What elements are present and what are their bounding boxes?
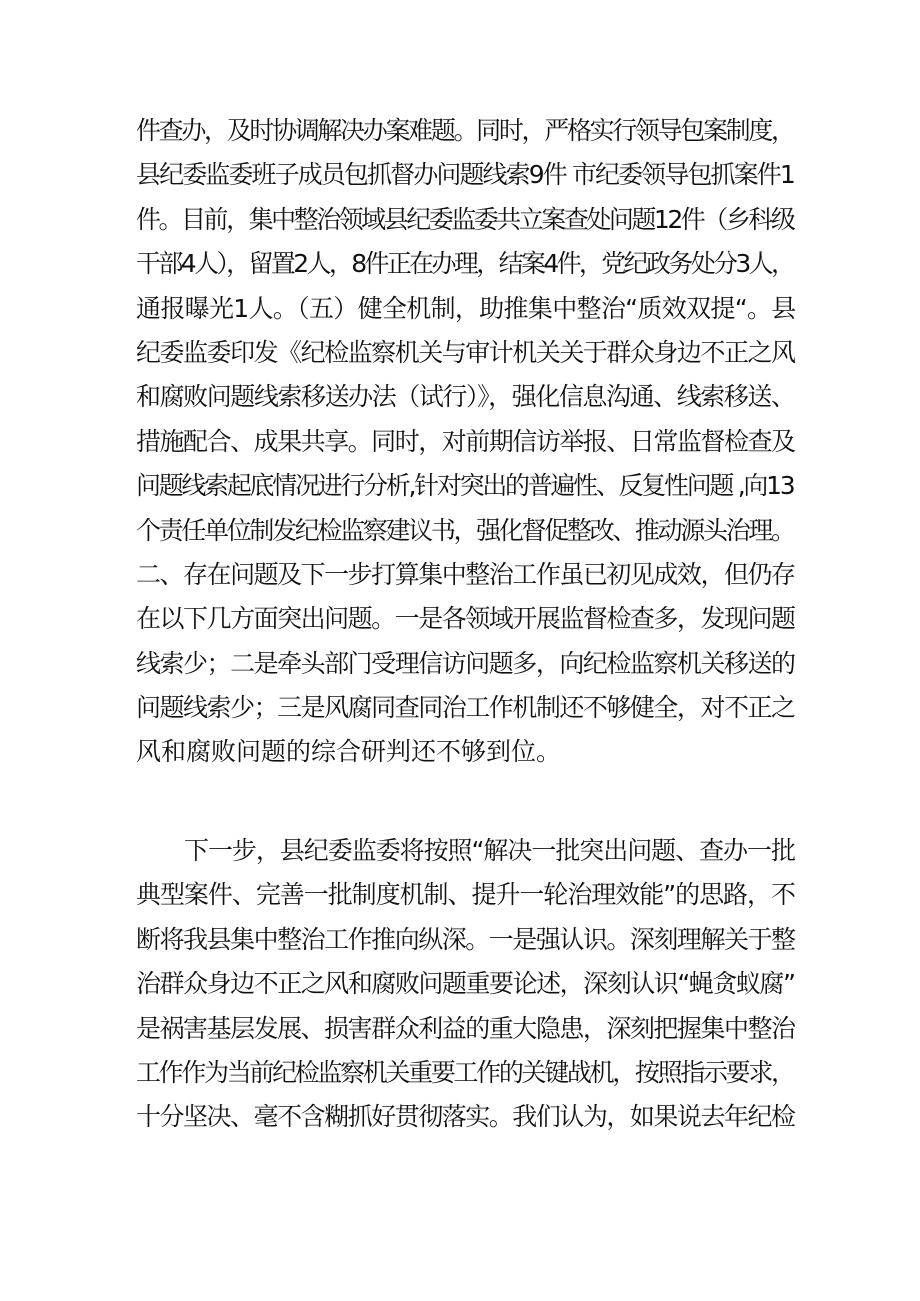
paragraph-line: 工作作为当前纪检监察机关重要工作的关键战机，按照指示要求， bbox=[136, 1057, 794, 1087]
paragraph-2 bbox=[136, 829, 796, 1140]
paragraph-line: 断将我县集中整治工作推向纵深。一是强认识。深刻理解关于整 bbox=[136, 924, 795, 954]
paragraph-line: 问题线索少；三是风腐同查同治工作机制还不够健全，对不正之 bbox=[136, 693, 795, 723]
paragraph-line: 个责任单位制发纪检监察建议书，强化督促整改、推动源头治理。 bbox=[136, 515, 794, 545]
paragraph-line: 十分坚决、毫不含糊抓好贯彻落实。我们认为，如果说去年纪检 bbox=[136, 1102, 795, 1132]
paragraph-line: 二、存在问题及下一步打算集中整治工作虽已初见成效，但仍存 bbox=[136, 559, 795, 589]
paragraph-line: 是祸害基层发展、损害群众利益的重大隐患，深刻把握集中整治 bbox=[136, 1013, 795, 1043]
paragraph-line: 线索少；二是牵头部门受理信访问题多，向纪检监察机关移送的 bbox=[136, 648, 795, 678]
paragraph-line: 措施配合、成果共享。同时，对前期信访举报、日常监督检查及 bbox=[136, 426, 795, 456]
paragraph-line: 问题线索起底情况进行分析,针对突出的普遍性、反复性问题 ,向13 bbox=[136, 471, 794, 501]
paragraph-line: 在以下几方面突出问题。一是各领域开展监督检查多，发现问题 bbox=[136, 604, 795, 634]
paragraph-line: 县纪委监委班子成员包抓督办问题线索9件 市纪委领导包抓案件1 bbox=[136, 160, 794, 190]
paragraph-line: 通报曝光1人。（五）健全机制，助推集中整治“质效双提“。县 bbox=[136, 293, 796, 323]
paragraph-line: 干部4人），留置2人，8件正在办理，结案4件，党纪政务处分3人， bbox=[136, 249, 794, 279]
paragraph-line: 件。目前，集中整治领域县纪委监委共立案查处问题12件（乡科级 bbox=[136, 204, 794, 234]
paragraph-line: 下一步，县纪委监委将按照“解决一批突出问题、查办一批 bbox=[184, 836, 795, 865]
paragraph-line: 风和腐败问题的综合研判还不够到位。 bbox=[136, 737, 562, 767]
paragraph-line: 件查办，及时协调解决办案难题。同时，严格实行领导包案制度， bbox=[136, 116, 794, 145]
paragraph-line: 典型案件、完善一批制度机制、提升一轮治理效能”的思路，不 bbox=[136, 880, 795, 910]
paragraph-line: 治群众身边不正之风和腐败问题重要论述，深刻认识“蝇贪蚁腐” bbox=[136, 969, 795, 999]
paragraph-1 bbox=[136, 109, 796, 775]
paragraph-line: 和腐败问题线索移送办法（试行）》，强化信息沟通、线索移送、 bbox=[136, 382, 795, 412]
paragraph-line: 纪委监委印发《纪检监察机关与审计机关关于群众身边不正之风 bbox=[136, 337, 795, 367]
